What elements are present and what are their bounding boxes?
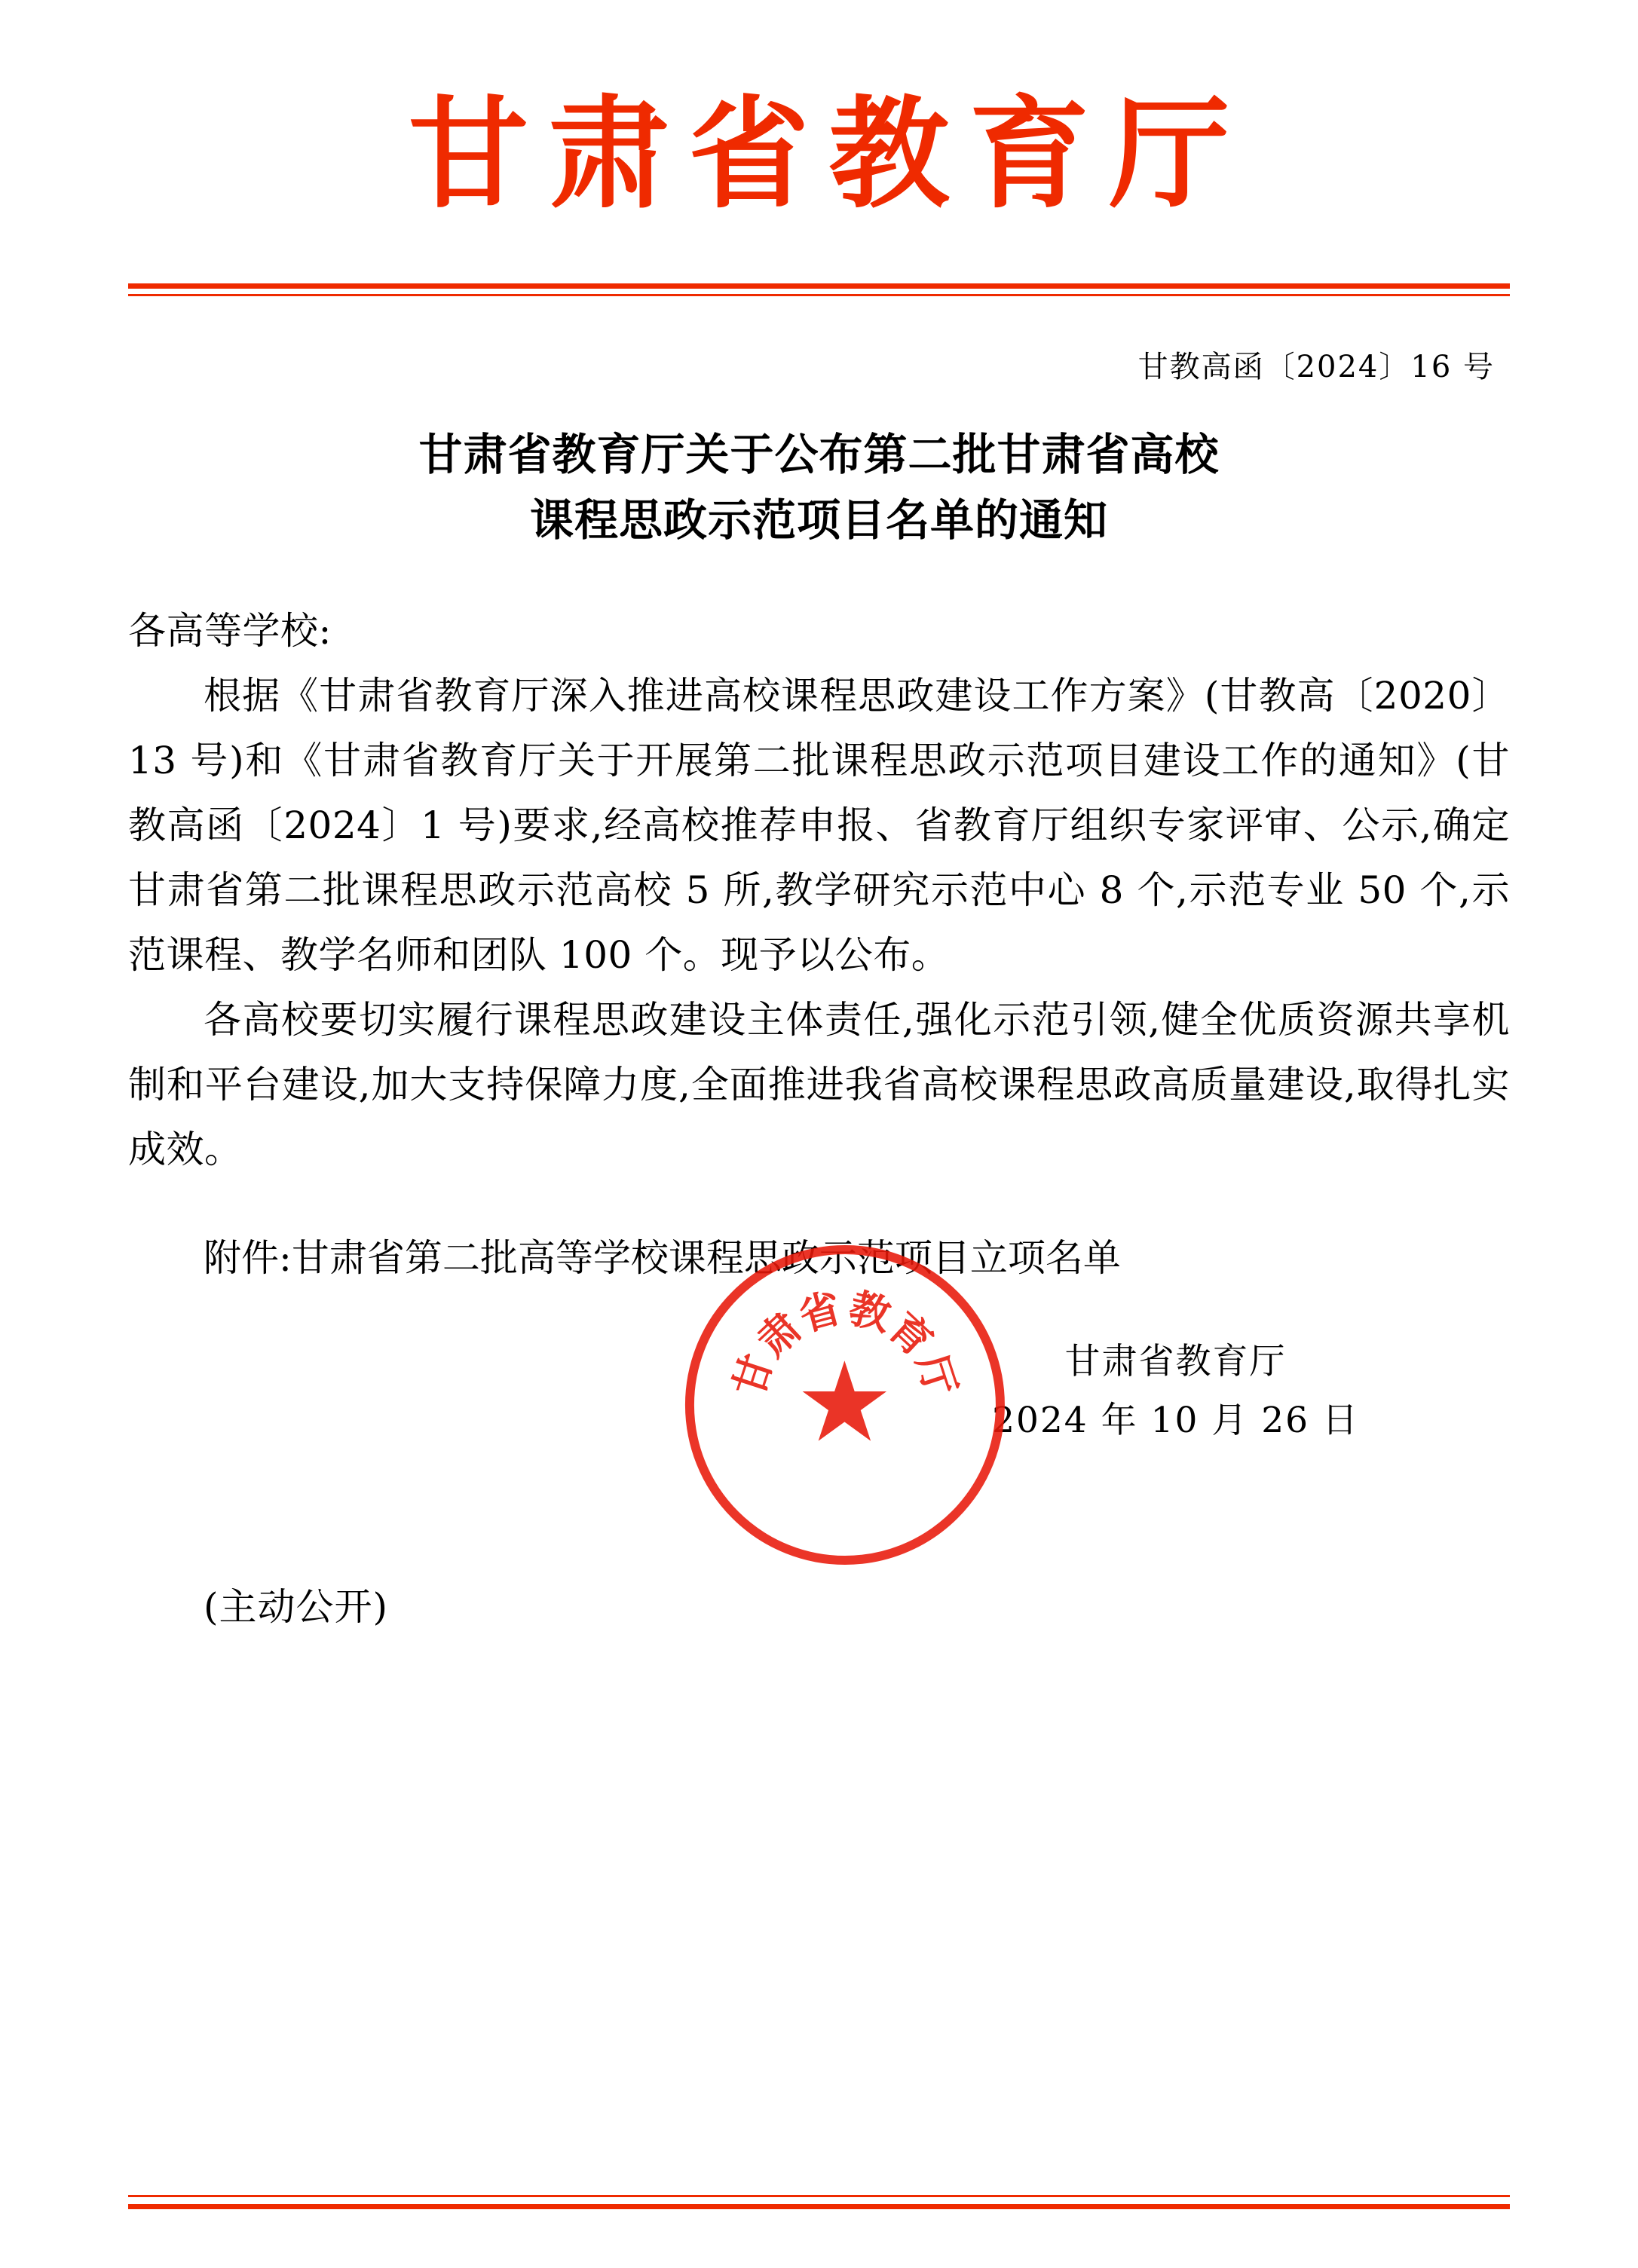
seal-ring-text: 甘 肃 省 教 育 厅: [723, 1283, 966, 1403]
official-seal-icon: [684, 1245, 1004, 1565]
seal-star-icon: ★: [799, 1352, 890, 1457]
issuing-organization-title: 甘肃省教育厅: [408, 83, 1250, 225]
document-title: [128, 422, 1510, 553]
footer-rule-thick: [128, 2204, 1510, 2209]
footer-rule-gap: [128, 2197, 1510, 2204]
document-header: [128, 0, 1510, 225]
header-rule-thick: [128, 283, 1510, 289]
document-body: [128, 598, 1510, 1182]
attachment-line: 附件:甘肃省第二批高等学校课程思政示范项目立项名单: [204, 1236, 1121, 1280]
signature-date: 2024 年 10 月 26 日: [992, 1399, 1359, 1441]
header-divider-rules: [128, 283, 1510, 296]
signature-text: [992, 1333, 1359, 1449]
header-rule-gap: [128, 289, 1510, 294]
body-paragraph-2: 各高校要切实履行课程思政建设主体责任,强化示范引领,健全优质资源共享机制和平台建设,加大支持保障力度,全面推进我省高校课程思政高质量建设,取得扎实成效。: [128, 998, 1510, 1171]
signature-issuer: 甘肃省教育厅: [1064, 1341, 1287, 1382]
body-paragraph-1: 根据《甘肃省教育厅深入推进高校课程思政建设工作方案》(甘教高〔2020〕13 号)和《甘肃省教育厅关于开展第二批课程思政示范项目建设工作的通知》(甘教高函〔2024〕1 号)要求,经高校推荐申报、省教育厅组织专家评审、公示,确定甘肃省第二批课程思政示范高校 5 所,教学研究示范中心 8 个,示范专业 50 个,示范课程、教学名师和团队 100 个。现予以公布。: [128, 674, 1510, 977]
signature-block: [128, 1283, 1510, 1538]
document-title-line-1: 甘肃省教育厅关于公布第二批甘肃省高校: [418, 429, 1220, 480]
document-title-line-2: 课程思政示范项目名单的通知: [529, 494, 1108, 546]
footer-divider-rules: [128, 2195, 1510, 2209]
header-rule-thin: [128, 294, 1510, 296]
body-salutation: 各高等学校:: [128, 609, 332, 653]
document-number: 甘教高函〔2024〕16 号: [1137, 350, 1495, 384]
public-disclosure-mark: (主动公开): [204, 1585, 389, 1629]
